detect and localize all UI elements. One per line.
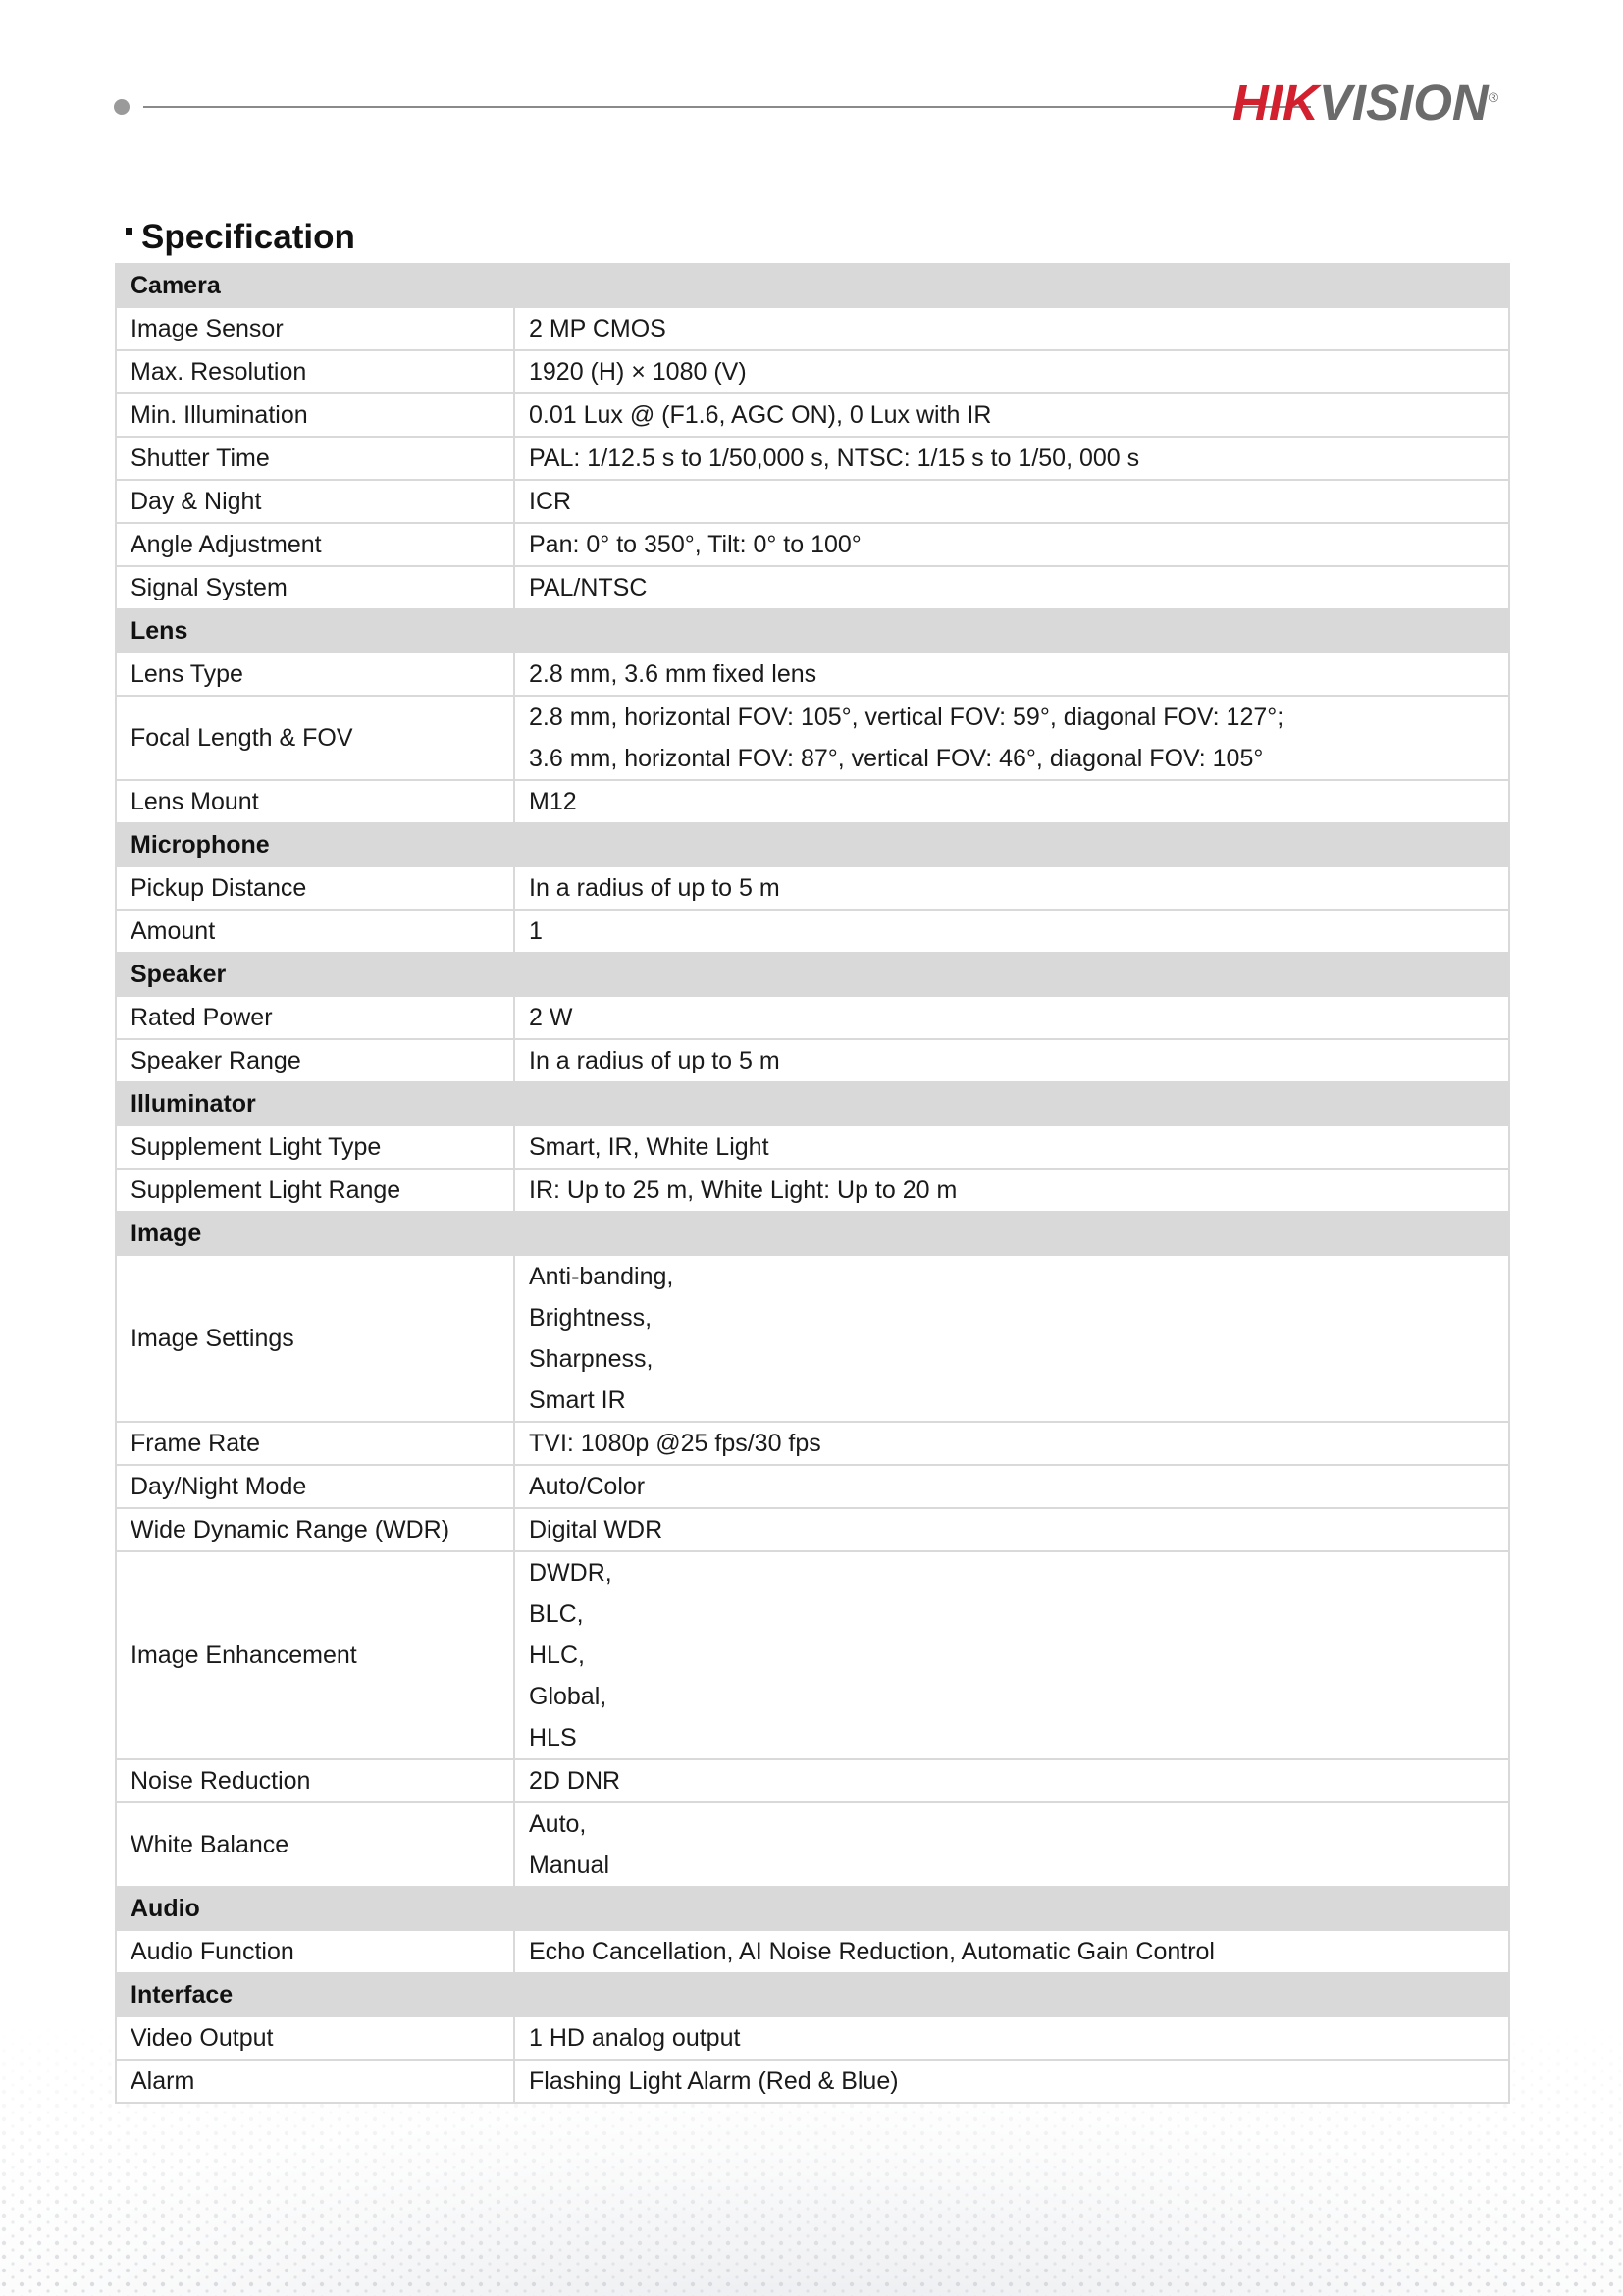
spec-value-line: 2 MP CMOS: [529, 315, 666, 342]
table-row: [116, 1169, 1509, 1212]
table-row: [116, 910, 1509, 953]
specification-table-body: [116, 264, 1509, 2103]
spec-value-line: Global,: [529, 1683, 607, 1710]
spec-value-line: 2D DNR: [529, 1767, 621, 1795]
table-row: [116, 566, 1509, 609]
spec-label: Frame Rate: [116, 1422, 514, 1465]
section-title: [126, 218, 355, 257]
spec-value-line: Flashing Light Alarm (Red & Blue): [529, 2067, 899, 2095]
spec-value: [514, 1039, 1509, 1082]
group-header-row: [116, 264, 1509, 307]
spec-value: [514, 1802, 1509, 1887]
spec-value-line: DWDR,: [529, 1559, 612, 1587]
table-row: [116, 652, 1509, 696]
spec-label: Image Sensor: [116, 307, 514, 350]
table-row: [116, 307, 1509, 350]
spec-value-line: Brightness,: [529, 1304, 653, 1331]
spec-value-line: Pan: 0° to 350°, Tilt: 0° to 100°: [529, 531, 862, 558]
table-row: [116, 1125, 1509, 1169]
group-header: Audio: [116, 1887, 1509, 1930]
group-header: Illuminator: [116, 1082, 1509, 1125]
group-header: Microphone: [116, 823, 1509, 866]
spec-value-line: Manual: [529, 1852, 609, 1879]
spec-label: Signal System: [116, 566, 514, 609]
spec-value-line: Echo Cancellation, AI Noise Reduction, Automatic Gain Control: [529, 1938, 1215, 1965]
spec-label: Video Output: [116, 2016, 514, 2060]
group-header: Interface: [116, 1973, 1509, 2016]
group-header: Image: [116, 1212, 1509, 1255]
table-row: [116, 523, 1509, 566]
table-row: [116, 1255, 1509, 1422]
spec-label: White Balance: [116, 1802, 514, 1887]
spec-value-line: HLC,: [529, 1642, 585, 1669]
spec-value: [514, 307, 1509, 350]
group-header-row: [116, 1082, 1509, 1125]
logo-text-red: HIK: [1232, 75, 1319, 130]
logo-registered-mark: ®: [1488, 89, 1499, 105]
spec-value-line: Auto,: [529, 1810, 587, 1838]
spec-value-line: 1920 (H) × 1080 (V): [529, 358, 747, 386]
group-header: Lens: [116, 609, 1509, 652]
hikvision-logo: [1232, 75, 1499, 130]
spec-value: [514, 866, 1509, 910]
group-header: Speaker: [116, 953, 1509, 996]
spec-value: [514, 996, 1509, 1039]
spec-value: [514, 1465, 1509, 1508]
table-row: [116, 866, 1509, 910]
group-header-row: [116, 609, 1509, 652]
spec-label: Rated Power: [116, 996, 514, 1039]
spec-value-line: Auto/Color: [529, 1473, 646, 1500]
table-row: [116, 1465, 1509, 1508]
spec-value-line: 2 W: [529, 1004, 573, 1031]
header-line: [143, 106, 1311, 108]
group-header: Camera: [116, 264, 1509, 307]
spec-label: Wide Dynamic Range (WDR): [116, 1508, 514, 1551]
table-row: [116, 437, 1509, 480]
spec-value: [514, 2060, 1509, 2103]
table-row: [116, 1551, 1509, 1759]
spec-value-line: In a radius of up to 5 m: [529, 874, 780, 902]
spec-value-line: Anti-banding,: [529, 1263, 674, 1290]
spec-value: [514, 910, 1509, 953]
group-header-row: [116, 823, 1509, 866]
spec-value-line: 2.8 mm, 3.6 mm fixed lens: [529, 660, 817, 688]
spec-value: [514, 780, 1509, 823]
spec-value: [514, 566, 1509, 609]
spec-value: [514, 1551, 1509, 1759]
table-row: [116, 1422, 1509, 1465]
spec-value: [514, 350, 1509, 393]
spec-label: Angle Adjustment: [116, 523, 514, 566]
spec-value: [514, 652, 1509, 696]
spec-value-line: Digital WDR: [529, 1516, 663, 1543]
spec-value-line: TVI: 1080p @25 fps/30 fps: [529, 1430, 821, 1457]
spec-value: [514, 523, 1509, 566]
spec-label: Speaker Range: [116, 1039, 514, 1082]
spec-value-line: 3.6 mm, horizontal FOV: 87°, vertical FOV: 46°, diagonal FOV: 105°: [529, 745, 1264, 772]
table-row: [116, 393, 1509, 437]
spec-value-line: BLC,: [529, 1600, 584, 1628]
table-row: [116, 350, 1509, 393]
header-rule: [114, 99, 1203, 107]
spec-label: Max. Resolution: [116, 350, 514, 393]
spec-label: Day/Night Mode: [116, 1465, 514, 1508]
spec-label: Day & Night: [116, 480, 514, 523]
title-bullet-icon: [126, 228, 132, 235]
spec-value: [514, 2016, 1509, 2060]
table-row: [116, 1930, 1509, 1973]
table-row: [116, 696, 1509, 780]
spec-label: Noise Reduction: [116, 1759, 514, 1802]
spec-label: Min. Illumination: [116, 393, 514, 437]
spec-value: [514, 393, 1509, 437]
table-row: [116, 480, 1509, 523]
spec-value-line: Smart, IR, White Light: [529, 1133, 769, 1161]
group-header-row: [116, 1212, 1509, 1255]
spec-label: Amount: [116, 910, 514, 953]
table-row: [116, 996, 1509, 1039]
spec-label: Image Enhancement: [116, 1551, 514, 1759]
spec-value-line: 0.01 Lux @ (F1.6, AGC ON), 0 Lux with IR: [529, 401, 992, 429]
table-row: [116, 2016, 1509, 2060]
header-dot: [114, 99, 130, 115]
spec-value-line: Sharpness,: [529, 1345, 654, 1373]
table-row: [116, 1508, 1509, 1551]
spec-value-line: Smart IR: [529, 1386, 626, 1414]
logo-text-gray: VISION: [1318, 75, 1489, 130]
table-row: [116, 1759, 1509, 1802]
spec-value: [514, 480, 1509, 523]
table-row: [116, 1039, 1509, 1082]
spec-label: Image Settings: [116, 1255, 514, 1422]
table-row: [116, 1802, 1509, 1887]
spec-value: [514, 437, 1509, 480]
specification-table: [115, 263, 1510, 2104]
spec-value-line: ICR: [529, 488, 572, 515]
spec-label: Supplement Light Range: [116, 1169, 514, 1212]
spec-value: [514, 1759, 1509, 1802]
group-header-row: [116, 1887, 1509, 1930]
spec-label: Alarm: [116, 2060, 514, 2103]
table-row: [116, 2060, 1509, 2103]
spec-value-line: In a radius of up to 5 m: [529, 1047, 780, 1074]
spec-value: [514, 1125, 1509, 1169]
spec-value: [514, 696, 1509, 780]
spec-value-line: M12: [529, 788, 577, 815]
spec-value: [514, 1422, 1509, 1465]
spec-value: [514, 1930, 1509, 1973]
spec-value: [514, 1508, 1509, 1551]
spec-label: Lens Mount: [116, 780, 514, 823]
section-title-text: Specification: [141, 218, 355, 256]
spec-value: [514, 1169, 1509, 1212]
spec-label: Pickup Distance: [116, 866, 514, 910]
table-row: [116, 780, 1509, 823]
spec-value-line: 1 HD analog output: [529, 2024, 741, 2052]
spec-value: [514, 1255, 1509, 1422]
spec-value-line: 1: [529, 917, 543, 945]
spec-value-line: IR: Up to 25 m, White Light: Up to 20 m: [529, 1176, 958, 1204]
spec-value-line: PAL/NTSC: [529, 574, 648, 601]
spec-label: Focal Length & FOV: [116, 696, 514, 780]
spec-value-line: PAL: 1/12.5 s to 1/50,000 s, NTSC: 1/15 s to 1/50, 000 s: [529, 444, 1140, 472]
group-header-row: [116, 1973, 1509, 2016]
spec-label: Supplement Light Type: [116, 1125, 514, 1169]
spec-label: Shutter Time: [116, 437, 514, 480]
spec-value-line: 2.8 mm, horizontal FOV: 105°, vertical FOV: 59°, diagonal FOV: 127°;: [529, 704, 1284, 731]
spec-label: Audio Function: [116, 1930, 514, 1973]
spec-label: Lens Type: [116, 652, 514, 696]
spec-value-line: HLS: [529, 1724, 577, 1751]
group-header-row: [116, 953, 1509, 996]
